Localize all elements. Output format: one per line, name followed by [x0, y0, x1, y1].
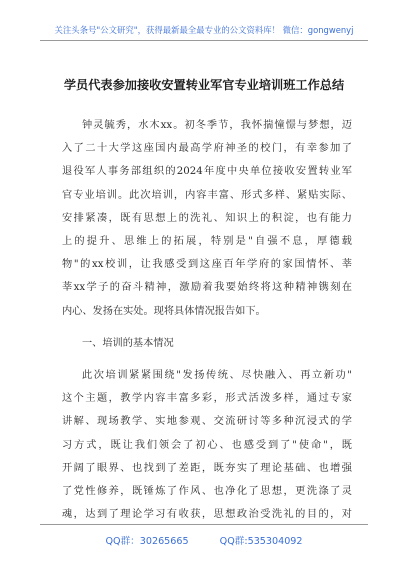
section1-paragraph	[62, 364, 352, 526]
document-body	[62, 114, 352, 526]
text-line: 内心、发扬在实处。现将具体情况报告如下。	[62, 305, 266, 317]
text-line: 入了二十大学这座国内最高学府神圣的校门，有幸参加了	[62, 143, 352, 155]
footer-qq-group-1: QQ群：30265665	[105, 536, 189, 547]
intro-paragraph	[62, 114, 352, 323]
section-heading	[62, 332, 352, 355]
text-line: 上的提升、思维上的拓展，特别是"自强不息，厚德载	[62, 236, 352, 248]
text-line: 此次培训紧紧围绕"发扬传统、尽快融入、再立新功"	[82, 370, 352, 382]
text-line: 了党性修养，既锤炼了作风、也净化了思想，更洗涤了灵	[62, 486, 352, 498]
header-divider	[40, 40, 368, 41]
footer-qq-group-2: QQ群:535304092	[219, 536, 303, 547]
footer-divider	[40, 524, 368, 525]
text-line: 习方式，既让我们领会了初心、也感受到了"使命"，既	[62, 439, 352, 451]
text-line: 物"的xx校训，让我感受到这座百年学府的家国情怀、莘	[62, 259, 352, 271]
text-line: 钟灵毓秀，水木xx。初冬季节，我怀揣憧憬与梦想，迈	[82, 120, 352, 131]
text-line: 安排紧凑，既有思想上的洗礼、知识上的积淀，也有能力	[62, 212, 352, 224]
text-line: 莘xx学子的奋斗精神，激励着我要始终将这种精神镌刻在	[62, 282, 352, 294]
header-promo-note: 关注头条号"公文研究"，获得最新最全最专业的公文资料库！ 微信：gongwenyj	[54, 25, 354, 35]
document-title: 学员代表参加接收安置转业军官专业培训班工作总结	[63, 78, 345, 92]
text-line: 官专业培训。此次培训，内容丰富、形式多样、紧贴实际、	[62, 189, 352, 201]
text-line: 讲解、现场教学、实地参观、交流研讨等多种沉浸式的学	[62, 416, 352, 428]
text-line: 魂，达到了理论学习有收获，思想政治受洗礼的目的，对	[62, 509, 352, 521]
footer-contacts	[0, 533, 408, 547]
text-line: 这个主题，教学内容丰富多彩，形式活泼多样，通过专家	[62, 393, 352, 405]
section-heading-text: 一、培训的基本情况	[82, 337, 174, 349]
text-line: 退役军人事务部组织的2024年度中央单位接收安置转业军	[62, 166, 352, 178]
text-line: 开阔了眼界、也找到了差距，既夯实了理论基础、也增强	[62, 462, 352, 474]
